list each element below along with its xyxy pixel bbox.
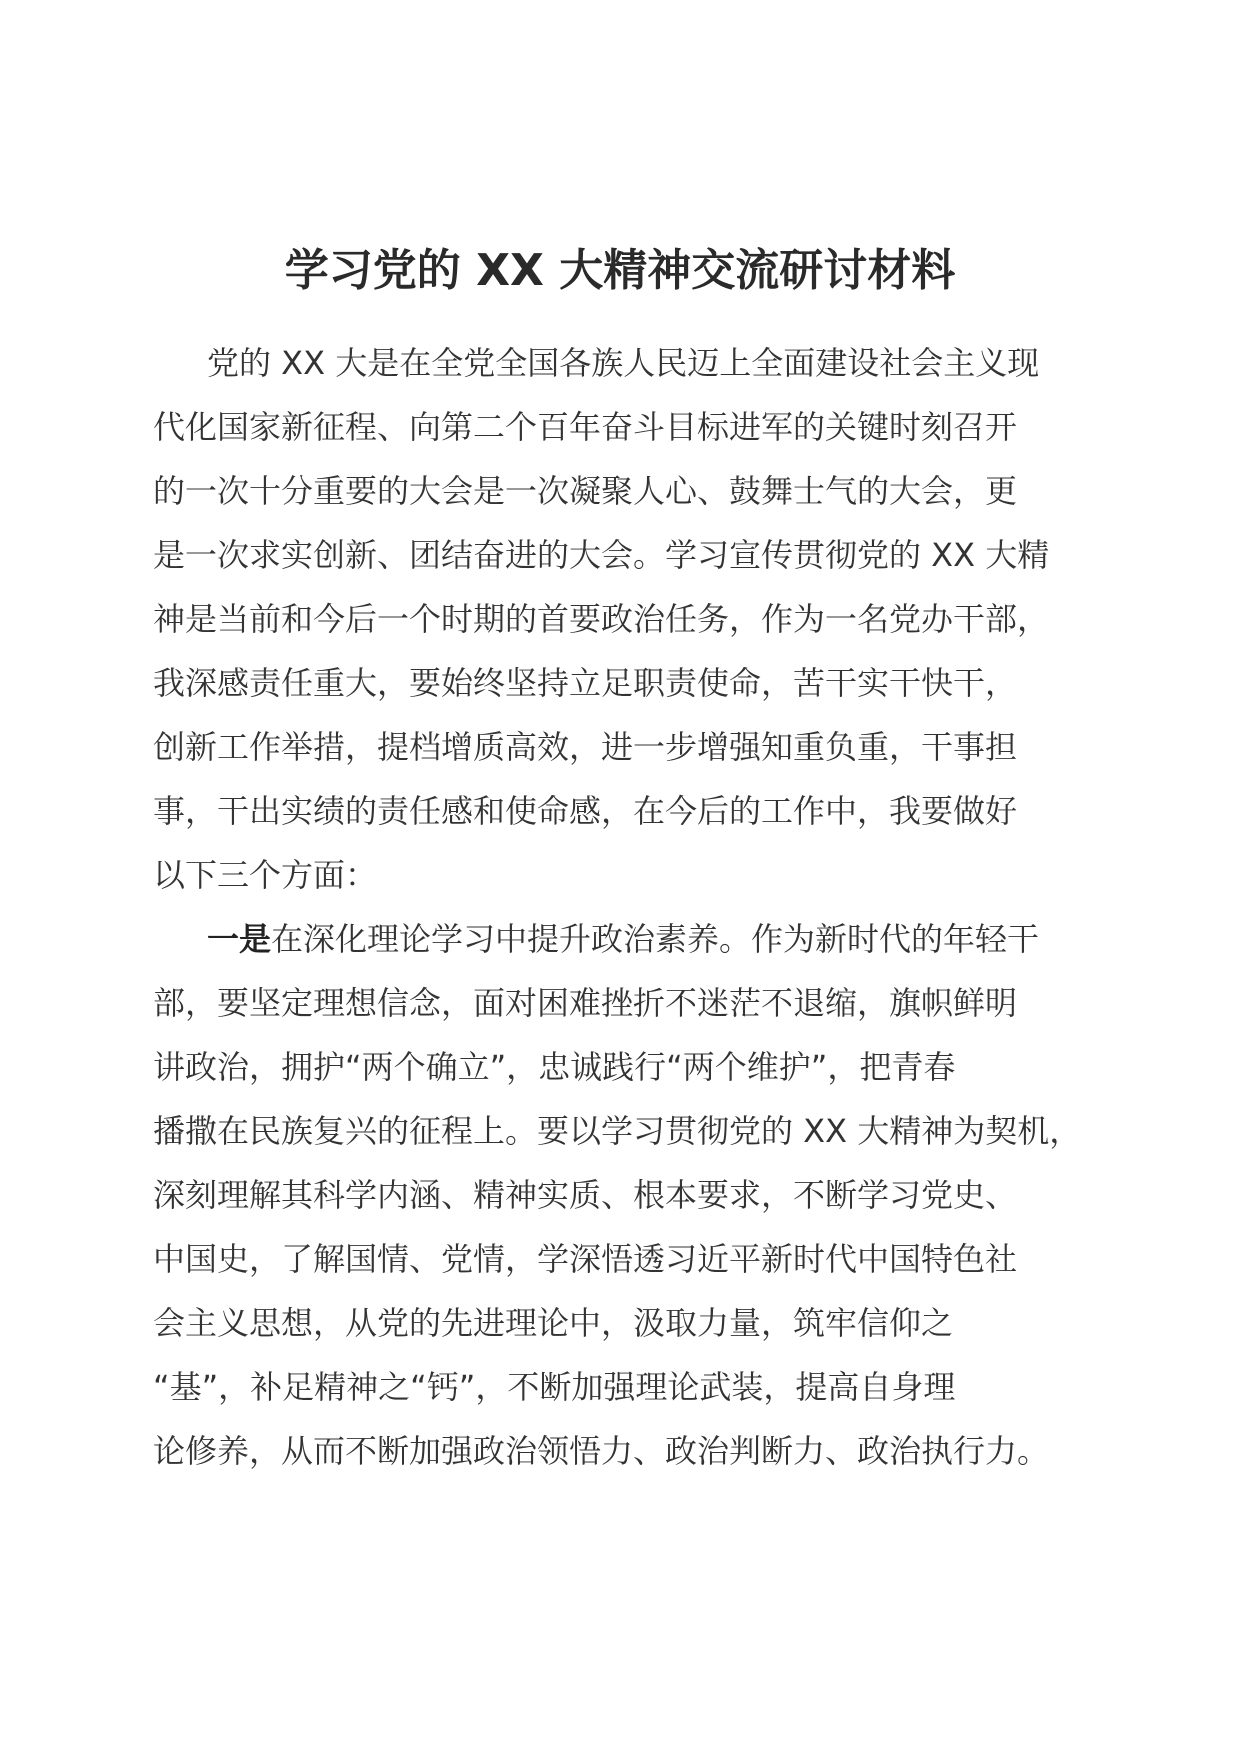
paragraph-line: 神是当前和今后一个时期的首要政治任务，作为一名党办干部， (153, 600, 1050, 638)
paragraph-line: 部，要坚定理想信念，面对困难挫折不迷茫不退缩，旗帜鲜明 (153, 984, 1018, 1022)
paragraph-line: 代化国家新征程、向第二个百年奋斗目标进军的关键时刻召开 (153, 408, 1018, 446)
paragraph-line: 讲政治，拥护“两个确立”，忠诚践行“两个维护”，把青春 (153, 1048, 956, 1086)
paragraph-line: “基”，补足精神之“钙”，不断加强理论武装，提高自身理 (153, 1368, 956, 1406)
paragraph-line: 论修养，从而不断加强政治领悟力、政治判断力、政治执行力。 (153, 1432, 1050, 1470)
paragraph-line: 是一次求实创新、团结奋进的大会。学习宣传贯彻党的 XX 大精 (153, 536, 1050, 574)
paragraph-line: 以下三个方面： (153, 856, 378, 894)
paragraph-line: 的一次十分重要的大会是一次凝聚人心、鼓舞士气的大会，更 (153, 472, 1018, 510)
paragraph-line: 中国史，了解国情、党情，学深悟透习近平新时代中国特色社 (153, 1240, 1018, 1278)
paragraph-line: 创新工作举措，提档增质高效，进一步增强知重负重，干事担 (153, 728, 1018, 766)
paragraph-line-lead (207, 919, 1039, 959)
paragraph-line: 党的 XX 大是在全党全国各族人民迈上全面建设社会主义现 (207, 344, 1040, 382)
document-title: 学习党的 XX 大精神交流研讨材料 (284, 245, 956, 296)
paragraph-line: 我深感责任重大，要始终坚持立足职责使命，苦干实干快干， (153, 664, 1018, 702)
paragraph-line: 深刻理解其科学内涵、精神实质、根本要求，不断学习党史、 (153, 1176, 1018, 1214)
paragraph-line: 事，干出实绩的责任感和使命感，在今后的工作中，我要做好 (153, 792, 1018, 830)
lead-phrase: 一是 (207, 920, 272, 958)
paragraph-line: 会主义思想，从党的先进理论中，汲取力量，筑牢信仰之 (153, 1304, 954, 1342)
paragraph-line: 播撒在民族复兴的征程上。要以学习贯彻党的 XX 大精神为契机， (153, 1112, 1082, 1150)
paragraph-line-rest: 在深化理论学习中提升政治素养。作为新时代的年轻干 (271, 920, 1040, 958)
